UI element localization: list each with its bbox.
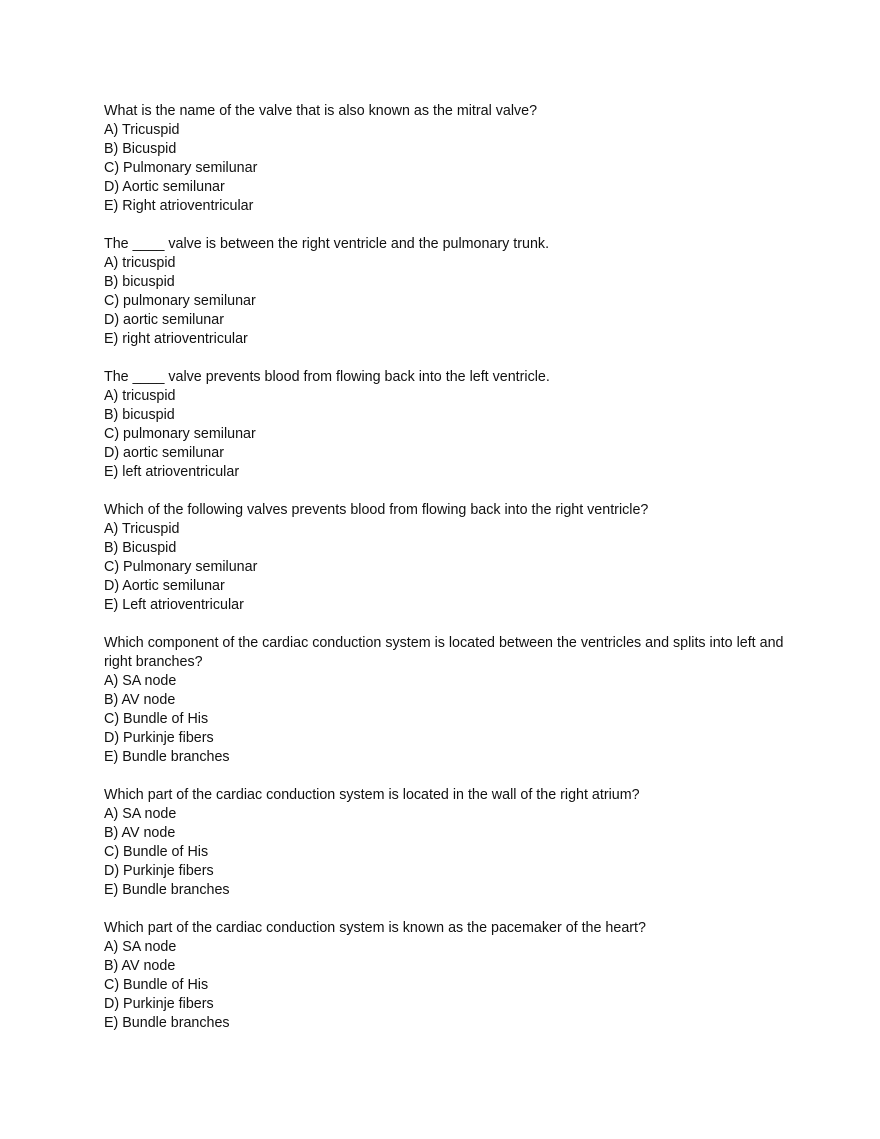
option-c: C) Bundle of His [104,844,209,860]
option-d: D) aortic semilunar [104,312,224,328]
option-e: E) Right atrioventricular [104,198,254,214]
option-list [104,805,784,900]
question-text: Which of the following valves prevents blood from flowing back into the right ventricle? [104,502,649,518]
option-e: E) left atrioventricular [104,464,240,480]
question-text: What is the name of the valve that is also known as the mitral valve? [104,103,538,119]
question-3 [104,368,784,482]
option-b: B) Bicuspid [104,540,177,556]
option-b: B) AV node [104,958,176,974]
question-text: The ____ valve is between the right ventricle and the pulmonary trunk. [104,236,550,252]
option-list [104,387,784,482]
option-c: C) Pulmonary semilunar [104,160,258,176]
option-a: A) tricuspid [104,388,176,404]
option-c: C) pulmonary semilunar [104,293,256,309]
option-c: C) Bundle of His [104,977,209,993]
question-text: Which component of the cardiac conduction system is located between the ventricles and splits into left and right branches? [104,635,784,670]
question-7 [104,919,784,1033]
option-list [104,254,784,349]
document-page [104,102,784,1052]
option-a: A) SA node [104,939,177,955]
question-4 [104,501,784,615]
option-a: A) SA node [104,673,177,689]
option-a: A) Tricuspid [104,521,180,537]
option-c: C) pulmonary semilunar [104,426,256,442]
option-list [104,121,784,216]
option-b: B) AV node [104,825,176,841]
option-b: B) bicuspid [104,407,175,423]
option-e: E) Left atrioventricular [104,597,244,613]
question-6 [104,786,784,900]
option-e: E) right atrioventricular [104,331,248,347]
option-d: D) Purkinje fibers [104,730,214,746]
question-text: Which part of the cardiac conduction system is known as the pacemaker of the heart? [104,920,646,936]
option-a: A) SA node [104,806,177,822]
question-5 [104,634,784,767]
option-d: D) aortic semilunar [104,445,224,461]
option-e: E) Bundle branches [104,1015,230,1031]
option-b: B) bicuspid [104,274,175,290]
option-a: A) tricuspid [104,255,176,271]
question-text: Which part of the cardiac conduction system is located in the wall of the right atrium? [104,787,640,803]
option-list [104,938,784,1033]
option-b: B) Bicuspid [104,141,177,157]
question-2 [104,235,784,349]
option-list [104,672,784,767]
option-a: A) Tricuspid [104,122,180,138]
option-d: D) Aortic semilunar [104,578,225,594]
option-d: D) Purkinje fibers [104,996,214,1012]
option-b: B) AV node [104,692,176,708]
option-list [104,520,784,615]
question-1 [104,102,784,216]
option-e: E) Bundle branches [104,749,230,765]
option-d: D) Purkinje fibers [104,863,214,879]
option-c: C) Pulmonary semilunar [104,559,258,575]
option-e: E) Bundle branches [104,882,230,898]
option-c: C) Bundle of His [104,711,209,727]
option-d: D) Aortic semilunar [104,179,225,195]
question-text: The ____ valve prevents blood from flowing back into the left ventricle. [104,369,550,385]
